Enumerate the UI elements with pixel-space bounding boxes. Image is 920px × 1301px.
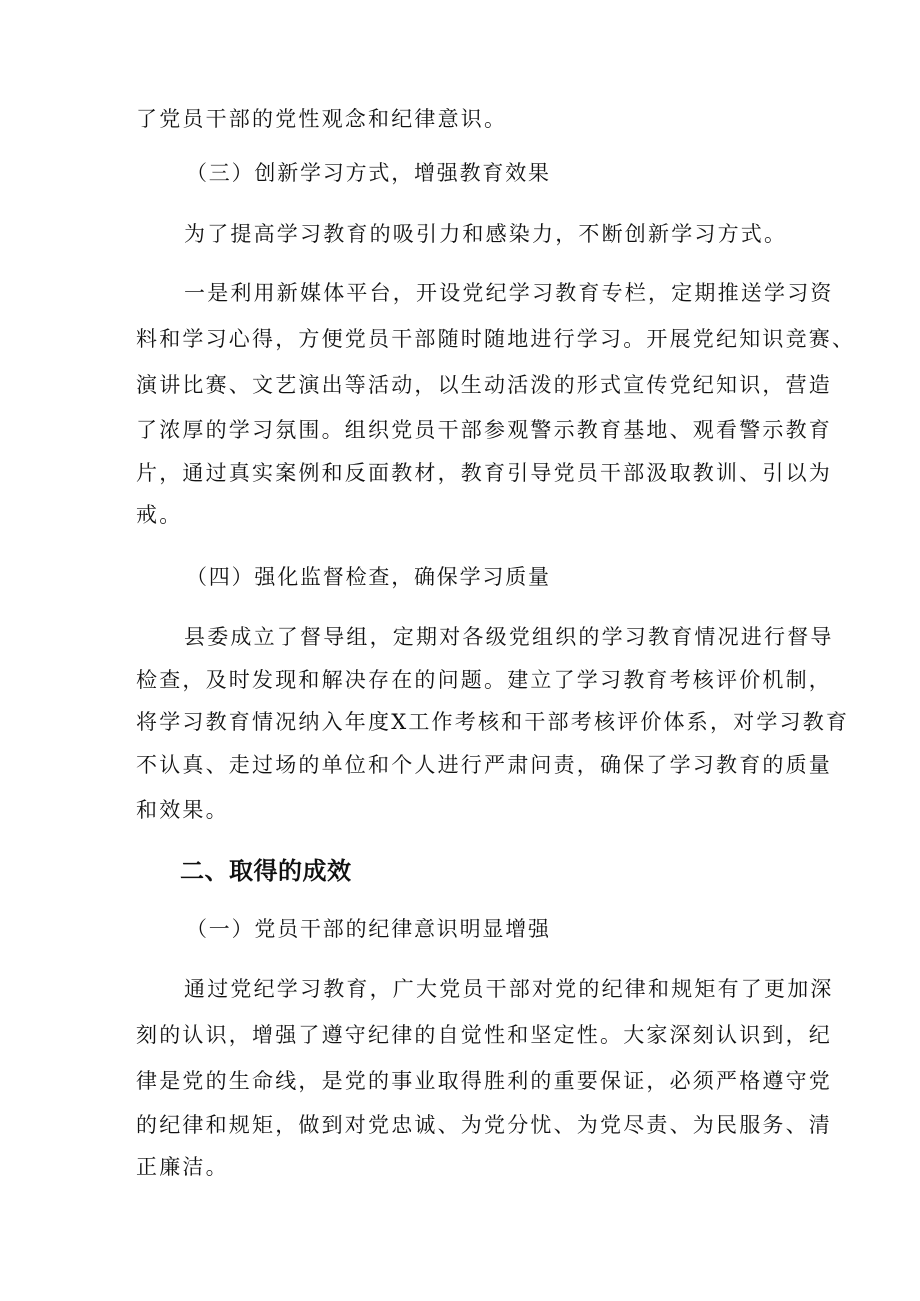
paragraph-line: 演讲比赛、文艺演出等活动，以生动活泼的形式宣传党纪知识，营造 (136, 373, 832, 397)
paragraph-line: 县委成立了督导组，定期对各级党组织的学习教育情况进行督导 (184, 625, 834, 649)
paragraph-line: 戒。 (136, 503, 183, 527)
paragraph-line: 将学习教育情况纳入年度X工作考核和干部考核评价体系，对学习教育 (136, 710, 850, 734)
paragraph-line: 了浓厚的学习氛围。组织党员干部参观警示教育基地、观看警示教育 (136, 418, 832, 442)
paragraph-line: 通过党纪学习教育，广大党员干部对党的纪律和规矩有了更加深 (184, 977, 834, 1001)
section-subheading: （一）党员干部的纪律意识明显增强 (186, 917, 551, 941)
paragraph-line: 了党员干部的党性观念和纪律意识。 (136, 107, 508, 131)
paragraph-line: 不认真、走过场的单位和个人进行严肃问责，确保了学习教育的质量 (136, 753, 832, 777)
paragraph-line: 和效果。 (136, 798, 229, 822)
paragraph-line: 一是利用新媒体平台，开设党纪学习教育专栏，定期推送学习资 (184, 281, 834, 305)
section-subheading: （四）强化监督检查，确保学习质量 (186, 565, 551, 589)
paragraph-line: 片，通过真实案例和反面教材，教育引导党员干部汲取教训、引以为 (136, 461, 832, 485)
section-heading: 二、取得的成效 (180, 857, 352, 885)
section-subheading: （三）创新学习方式，增强教育效果 (186, 161, 551, 185)
paragraph-line: 的纪律和规矩，做到对党忠诚、为党分忧、为党尽责、为民服务、清 (136, 1113, 832, 1137)
paragraph-line: 为了提高学习教育的吸引力和感染力，不断创新学习方式。 (184, 222, 788, 246)
paragraph-line: 检查，及时发现和解决存在的问题。建立了学习教育考核评价机制， (136, 668, 832, 692)
paragraph-line: 料和学习心得，方便党员干部随时随地进行学习。开展党纪知识竞赛、 (136, 327, 856, 351)
paragraph-line: 正廉洁。 (136, 1155, 229, 1179)
paragraph-line: 律是党的生命线，是党的事业取得胜利的重要保证，必须严格遵守党 (136, 1069, 832, 1093)
paragraph-line: 刻的认识，增强了遵守纪律的自觉性和坚定性。大家深刻认识到，纪 (136, 1023, 832, 1047)
